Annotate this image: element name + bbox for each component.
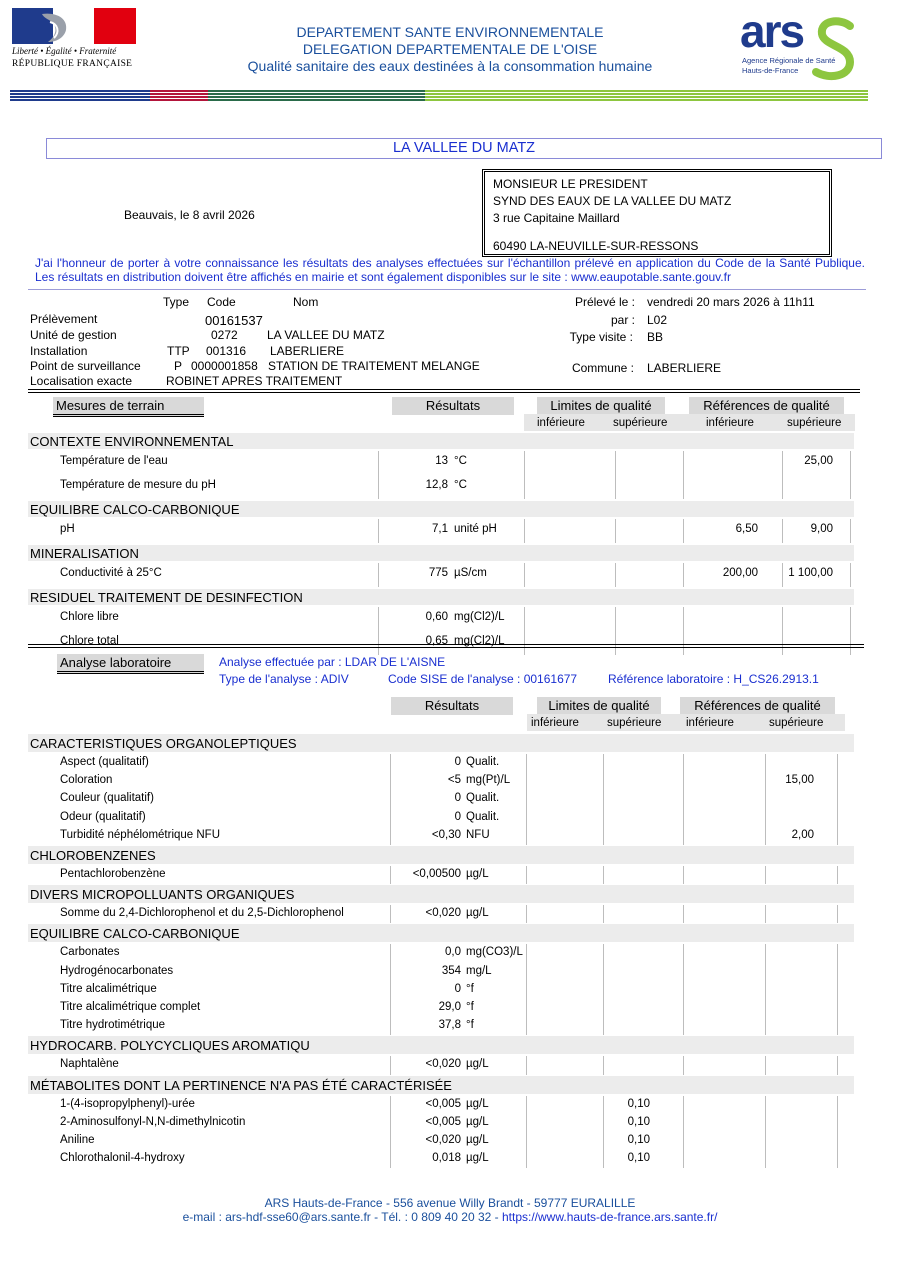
parameter-name: Titre alcalimétrique complet [60,1001,201,1013]
column-divider [526,1056,527,1074]
labo-lim-inf: inférieure [531,717,579,729]
column-divider [782,519,783,543]
parameter-name: Titre hydrotimétrique [60,1019,166,1032]
ars-sub-1: Agence Régionale de Santé [742,56,836,65]
limit-superior: 0,10 [627,1115,650,1128]
column-divider [683,905,684,923]
result-unit: µg/L [466,907,489,920]
column-divider [390,1056,391,1074]
column-divider [683,1056,684,1074]
result-value: <0,020 [425,1134,461,1146]
result-value: 0 [454,982,461,995]
par-value: L02 [647,313,668,327]
terrain-subheader [524,414,855,431]
document-title: LA VALLEE DU MATZ [46,138,882,159]
column-divider [603,944,604,1035]
parameter-name: Chlore libre [60,611,119,623]
labo-by: Analyse effectuée par : LDAR DE L'AISNE [219,655,446,669]
column-divider [390,944,391,1035]
terrain-lim-sup: supérieure [613,417,668,429]
column-divider [526,866,527,884]
reference-superior: 15,00 [785,774,814,787]
section-header: CHLOROBENZENES [28,846,854,864]
column-divider [837,944,838,1035]
table-row [28,999,852,1017]
section-header: CONTEXTE ENVIRONNEMENTAL [28,433,854,449]
result-value: <0,005 [425,1097,461,1110]
column-divider [683,866,684,884]
table-row [28,1096,852,1114]
column-divider [837,905,838,923]
labo-type: Type de l'analyse : ADIV [219,672,349,686]
parameter-name: Température de mesure du pH [60,479,216,491]
result-unit: °f [466,1019,474,1032]
result-value: 13 [435,455,448,467]
col-type-label: Type [163,295,190,309]
terrain-limits-header: Limites de qualité [537,397,665,415]
parameter-name: Hydrogénocarbonates [60,964,174,977]
table-row [28,1132,852,1150]
table-row [28,451,852,475]
recipient-line-4: 60490 LA-NEUVILLE-SUR-RESSONS [493,239,699,253]
column-divider [615,519,616,543]
column-divider [683,754,684,845]
marianne-motto: Liberté • Égalité • Fraternité [12,46,117,56]
preleve-label: Prélevé le : [574,295,635,309]
result-unit: µg/L [466,1097,489,1110]
limit-superior: 0,10 [627,1134,650,1146]
result-value: 0 [454,756,461,768]
date-line: Beauvais, le 8 avril 2026 [124,208,255,222]
section-header: EQUILIBRE CALCO-CARBONIQUE [28,924,854,942]
recipient-box [482,169,832,257]
section-header: EQUILIBRE CALCO-CARBONIQUE [28,501,854,517]
parameter-name: 2-Aminosulfonyl-N,N-dimethylnicotin [60,1115,246,1128]
section-header: MÉTABOLITES DONT LA PERTINENCE N'A PAS ÉTÉ CARACTÉRISÉE [28,1076,854,1094]
result-unit: Qualit. [466,756,500,768]
result-value: 0,65 [425,635,448,647]
terrain-title: Mesures de terrain [53,397,204,417]
column-divider [683,519,684,543]
column-divider [765,1096,766,1169]
col-nom-label: Nom [293,295,319,309]
table-row [28,1114,852,1132]
result-unit: µg/L [466,1134,489,1146]
point-nom: STATION DE TRAITEMENT MELANGE [268,359,480,373]
column-divider [526,905,527,923]
commune-value: LABERLIERE [647,361,722,375]
labo-results-header: Résultats [391,697,513,715]
commune-label: Commune : [571,361,634,375]
table-row [28,772,852,790]
install-nom: LABERLIERE [270,344,345,358]
result-unit: µg/L [466,1058,489,1071]
result-value: <0,30 [431,828,461,841]
recipient-line-3: 3 rue Capitaine Maillard [493,211,620,225]
recipient-line-2: SYND DES EAUX DE LA VALLEE DU MATZ [493,194,732,208]
result-unit: µg/L [466,868,489,880]
column-divider [765,866,766,884]
column-divider [850,451,851,499]
marianne-republique: RÉPUBLIQUE FRANÇAISE [12,59,133,69]
point-type: P [174,359,183,373]
reference-inferior: 6,50 [735,523,758,535]
udg-label: Unité de gestion [30,328,117,342]
result-unit: °C [454,455,467,467]
result-unit: mg/L [466,964,492,977]
result-value: 29,0 [438,1001,461,1013]
result-unit: unité pH [454,523,497,535]
marianne-icon [12,8,136,44]
separator-labo [28,644,864,648]
table-row [28,866,852,884]
result-value: <0,020 [425,1058,461,1071]
labo-limits-header: Limites de qualité [537,697,661,715]
result-unit: °f [466,982,474,995]
column-divider [683,451,684,499]
result-unit: Qualit. [466,810,500,823]
table-row [28,809,852,827]
result-unit: mg(CO3)/L [466,946,523,959]
parameter-name: Pentachlorobenzène [60,868,166,880]
section-header: HYDROCARB. POLYCYCLIQUES AROMATIQU [28,1036,854,1054]
parameter-name: 1-(4-isopropylphenyl)-urée [60,1097,195,1110]
column-divider [837,1056,838,1074]
terrain-ref-inf: inférieure [706,417,754,429]
marianne-logo [12,8,140,74]
result-unit: °f [466,1001,474,1013]
result-value: 775 [428,567,448,579]
column-divider [837,1096,838,1169]
ars-logo [740,5,866,86]
point-code: 0000001858 [191,359,258,373]
footer-line-2 [0,1210,900,1224]
reference-superior: 9,00 [810,523,833,535]
column-divider [378,563,379,587]
result-unit: °C [454,479,467,491]
parameter-name: Chlore total [60,635,119,647]
parameter-name: Naphtalène [60,1058,119,1071]
result-value: <0,020 [425,907,461,920]
result-value: 7,1 [432,523,448,535]
table-row [28,1017,852,1035]
labo-lim-sup: supérieure [607,717,662,729]
parameter-name: Aspect (qualitatif) [60,756,149,768]
result-value: 37,8 [438,1019,461,1032]
reference-superior: 25,00 [804,455,833,467]
result-value: 0,018 [432,1152,461,1165]
footer-line-1: ARS Hauts-de-France - 556 avenue Willy Brandt - 59777 EURALILLE [264,1196,636,1210]
column-divider [524,563,525,587]
table-row [28,475,852,499]
header-title-1: DEPARTEMENT SANTE ENVIRONNEMENTALE [296,24,604,40]
labo-refs-header: Références de qualité [680,697,835,715]
preleve-value: vendredi 20 mars 2026 à 11h11 [647,295,815,309]
reference-inferior: 200,00 [722,567,758,579]
column-divider [390,754,391,845]
parameter-name: Carbonates [60,946,120,959]
par-label: par : [610,313,635,327]
labo-table [28,734,852,1166]
result-unit: µg/L [466,1115,489,1128]
loc-value: ROBINET APRES TRAITEMENT [166,374,343,388]
footer-website-link[interactable]: https://www.hauts-de-france.ars.sante.fr/ [502,1210,718,1224]
column-divider [615,451,616,499]
result-value: <0,005 [425,1115,461,1128]
col-code-label: Code [207,295,236,309]
result-unit: mg(Cl2)/L [454,635,505,647]
intro-text: J'ai l'honneur de porter à votre connaissance les résultats des analyses effectuées sur l'échantillon prélevé en application du Code de la Santé Publique. Les résultats en distribution doivent être affichés en mairie et sont également disponibles sur le site : www.eaupotable.sante.gouv.fr [35,256,865,284]
table-row [28,607,852,631]
table-row [28,1056,852,1074]
result-value: 12,8 [425,479,448,491]
terrain-table [28,433,852,647]
column-divider [765,944,766,1035]
parameter-name: Odeur (qualitatif) [60,810,146,823]
parameter-name: Coloration [60,774,113,787]
column-divider [524,451,525,499]
result-value: 0,0 [445,946,461,959]
column-divider [603,905,604,923]
labo-ref-inf: inférieure [686,717,734,729]
column-divider [837,754,838,845]
column-divider [837,866,838,884]
column-divider [683,1096,684,1169]
column-divider [683,563,684,587]
result-value: 354 [441,964,461,977]
ars-swoosh-icon [810,16,860,82]
section-header: MINERALISATION [28,545,854,561]
result-value: <5 [447,774,461,787]
column-divider [390,905,391,923]
ars-logo-text: ars [740,5,804,57]
separator-terrain [28,389,860,393]
column-divider [526,754,527,845]
parameter-name: Turbidité néphélométrique NFU [60,828,221,841]
terrain-results-header: Résultats [392,397,514,415]
table-row [28,963,852,981]
result-unit: Qualit. [466,792,500,805]
udg-code: 0272 [211,328,238,342]
column-divider [390,1096,391,1169]
labo-title: Analyse laboratoire [57,654,204,674]
limit-superior: 0,10 [627,1097,650,1110]
table-row [28,754,852,772]
limit-superior: 0,10 [627,1152,650,1165]
parameter-name: Conductivité à 25°C [60,567,162,579]
table-row [28,790,852,808]
column-divider [524,519,525,543]
table-row [28,905,852,923]
column-divider [782,451,783,499]
ars-sub-2: Hauts-de-France [742,66,799,75]
parameter-name: Chlorothalonil-4-hydroxy [60,1152,185,1165]
column-divider [765,1056,766,1074]
prelevement-code: 00161537 [205,313,263,328]
install-code: 001316 [206,344,247,358]
install-label: Installation [30,344,88,358]
parameter-name: Couleur (qualitatif) [60,792,154,805]
column-divider [378,519,379,543]
result-unit: mg(Pt)/L [466,774,511,787]
header-stripes [10,90,868,102]
table-row [28,631,852,655]
reference-superior: 2,00 [791,828,814,841]
visite-value: BB [647,330,664,344]
column-divider [378,451,379,499]
column-divider [390,866,391,884]
table-row [28,1150,852,1168]
result-value: 0 [454,810,461,823]
header-title-3: Qualité sanitaire des eaux destinées à la consommation humaine [247,58,653,74]
column-divider [526,1096,527,1169]
labo-ref: Référence laboratoire : H_CS26.2913.1 [608,672,819,686]
column-divider [782,563,783,587]
parameter-name: pH [60,523,75,535]
install-type: TTP [167,344,190,358]
table-row [28,981,852,999]
prelevement-label: Prélèvement [30,312,98,326]
table-row [28,519,852,543]
result-unit: µg/L [466,1152,489,1165]
labo-subheader [527,714,845,731]
column-divider [526,944,527,1035]
section-header: CARACTERISTIQUES ORGANOLEPTIQUES [28,734,854,752]
column-divider [765,905,766,923]
labo-ref-sup: supérieure [769,717,824,729]
parameter-name: Somme du 2,4-Dichlorophenol et du 2,5-Dichlorophenol [60,907,344,920]
recipient-line-1: MONSIEUR LE PRESIDENT [493,177,648,191]
column-divider [683,944,684,1035]
result-value: 0 [454,792,461,805]
udg-nom: LA VALLEE DU MATZ [267,328,385,342]
loc-label: Localisation exacte [30,374,133,388]
column-divider [615,563,616,587]
table-row [28,944,852,962]
column-divider [765,754,766,845]
parameter-name: Aniline [60,1134,95,1146]
column-divider [603,866,604,884]
labo-sise: Code SISE de l'analyse : 00161677 [388,672,578,686]
column-divider [603,1096,604,1169]
terrain-lim-inf: inférieure [537,417,585,429]
visite-label: Type visite : [569,330,633,344]
header-title-2: DELEGATION DEPARTEMENTALE DE L'OISE [302,41,598,57]
column-divider [850,563,851,587]
footer-contact: e-mail : ars-hdf-sse60@ars.sante.fr - Tél. : 0 809 40 20 32 - [182,1210,502,1224]
column-divider [603,754,604,845]
result-unit: NFU [466,828,490,841]
section-header: RESIDUEL TRAITEMENT DE DESINFECTION [28,589,854,605]
terrain-refs-header: Références de qualité [689,397,844,415]
column-divider [850,519,851,543]
result-value: <0,00500 [412,868,461,880]
table-row [28,827,852,845]
result-unit: µS/cm [454,567,487,579]
parameter-name: Titre alcalimétrique [60,982,157,995]
column-divider [603,1056,604,1074]
reference-superior: 1 100,00 [788,567,833,579]
result-unit: mg(Cl2)/L [454,611,505,623]
parameter-name: Température de l'eau [60,455,168,467]
table-row [28,563,852,587]
terrain-ref-sup: supérieure [787,417,842,429]
point-label: Point de surveillance [30,359,141,373]
section-header: DIVERS MICROPOLLUANTS ORGANIQUES [28,885,854,903]
intro-rule [28,289,866,290]
result-value: 0,60 [425,611,448,623]
